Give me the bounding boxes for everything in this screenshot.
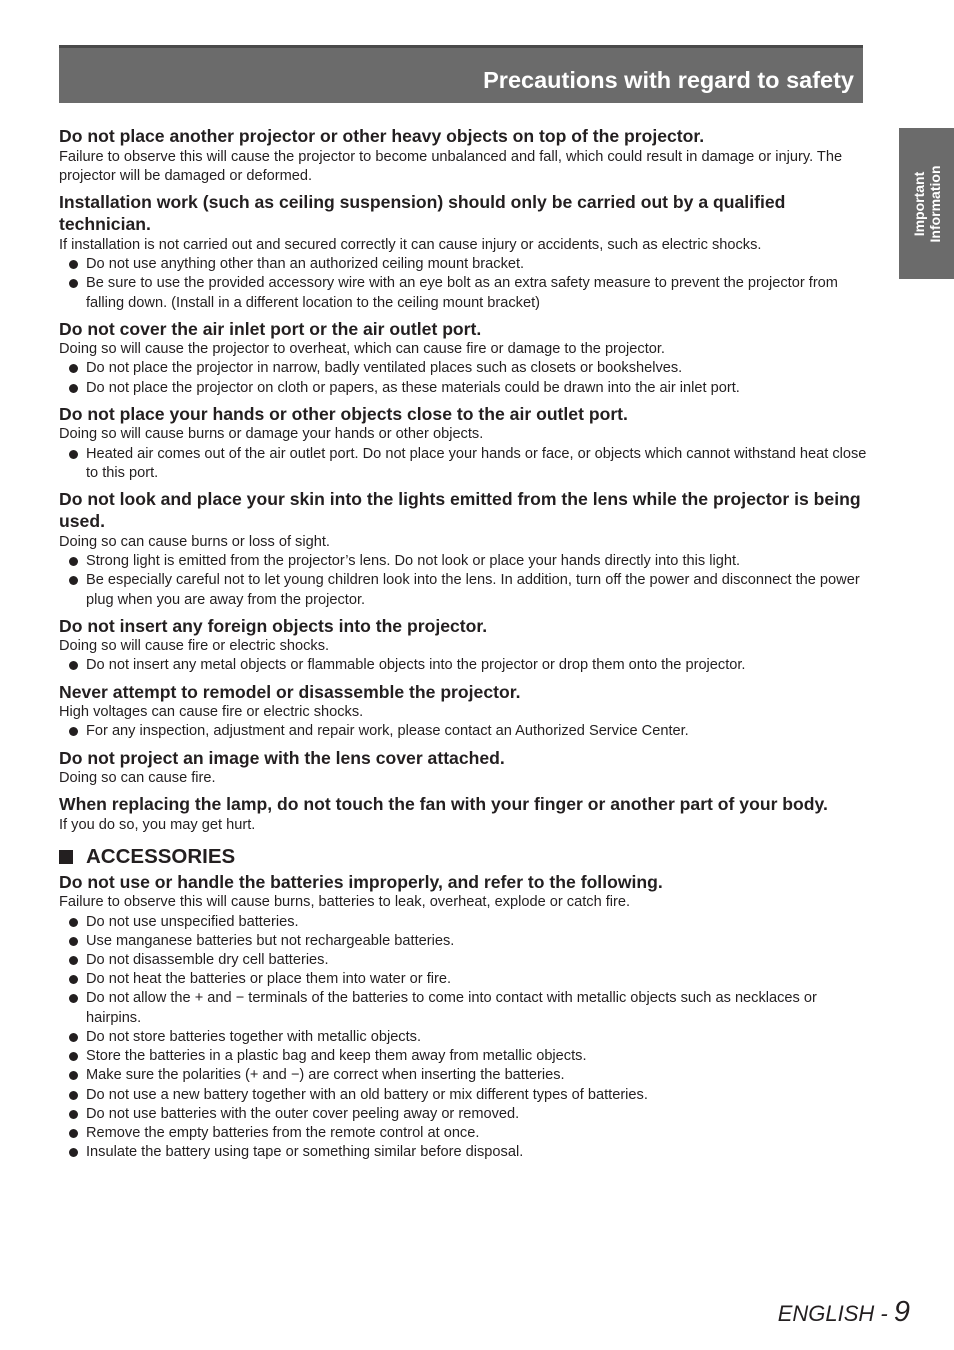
section-body: High voltages can cause fire or electric shocks. <box>59 704 364 721</box>
bullet-list <box>59 656 867 675</box>
bullet-item: Do not disassemble dry cell batteries. <box>59 951 867 970</box>
section-air-ports <box>59 318 867 398</box>
section-batteries <box>59 871 867 1162</box>
section-body: Failure to observe this will cause burns, batteries to leak, overheat, explode or catch fire. <box>59 894 631 911</box>
bullet-item: Do not place the projector in narrow, badly ventilated places such as closets or bookshelves. <box>59 359 867 378</box>
bullet-list <box>59 445 867 483</box>
bullet-item: Use manganese batteries but not rechargeable batteries. <box>59 932 867 951</box>
page-number: 9 <box>893 1296 910 1328</box>
section-heavy-objects <box>59 125 867 186</box>
main-content <box>59 125 867 1167</box>
section-body: If you do so, you may get hurt. <box>59 816 256 833</box>
square-bullet-icon <box>59 850 73 864</box>
section-heading: Do not place your hands or other objects close to the air outlet port. <box>59 403 628 424</box>
section-heading: Do not cover the air inlet port or the air outlet port. <box>59 318 482 339</box>
section-body: Doing so will cause burns or damage your hands or other objects. <box>59 426 484 443</box>
bullet-list <box>59 722 867 741</box>
footer-language: ENGLISH - <box>777 1301 894 1326</box>
section-body: Failure to observe this will cause the projector to become unbalanced and fall, which could result in damage or injury. The projector will be damaged or deformed. <box>59 148 843 184</box>
section-lens-cover <box>59 747 867 789</box>
bullet-item: For any inspection, adjustment and repair work, please contact an Authorized Service Center. <box>59 722 867 741</box>
section-heading: Do not place another projector or other heavy objects on top of the projector. <box>59 126 705 146</box>
bullet-item: Do not place the projector on cloth or papers, as these materials could be drawn into the air inlet port. <box>59 379 867 398</box>
section-heading: Never attempt to remodel or disassemble the projector. <box>59 681 521 702</box>
page-header <box>59 45 863 103</box>
section-heading: When replacing the lamp, do not touch the fan with your finger or another part of your body. <box>59 794 828 815</box>
bullet-item: Do not insert any metal objects or flammable objects into the projector or drop them onto the projector. <box>59 656 867 675</box>
bullet-item: Make sure the polarities (+ and −) are correct when inserting the batteries. <box>59 1066 867 1085</box>
section-heading: Do not look and place your skin into the lights emitted from the lens while the projector is being used. <box>59 488 861 532</box>
bullet-list <box>59 913 867 1163</box>
bullet-item: Do not allow the + and − terminals of the batteries to come into contact with metallic objects such as necklaces or hairpins. <box>59 989 867 1027</box>
section-heading: Do not use or handle the batteries improperly, and refer to the following. <box>59 871 663 892</box>
bullet-item: Do not heat the batteries or place them into water or fire. <box>59 970 867 989</box>
bullet-item: Strong light is emitted from the projector’s lens. Do not look or place your hands directly into this light. <box>59 552 867 571</box>
section-body: Doing so can cause fire. <box>59 770 216 787</box>
bullet-list <box>59 255 867 313</box>
bullet-item: Store the batteries in a plastic bag and keep them away from metallic objects. <box>59 1047 867 1066</box>
page-title: Precautions with regard to safety <box>483 67 854 93</box>
bullet-item: Do not use batteries with the outer cover peeling away or removed. <box>59 1105 867 1124</box>
bullet-item: Heated air comes out of the air outlet port. Do not place your hands or face, or objects which cannot withstand heat close to this port. <box>59 445 867 483</box>
side-tab-line-1: Important <box>910 171 927 236</box>
bullet-list <box>59 552 867 610</box>
section-remodel <box>59 681 867 742</box>
section-body: Doing so can cause burns or loss of sight. <box>59 533 330 550</box>
bullet-item: Do not use anything other than an authorized ceiling mount bracket. <box>59 255 867 274</box>
accessories-title-text: ACCESSORIES <box>86 844 236 868</box>
bullet-item: Be especially careful not to let young children look into the lens. In addition, turn off the power and disconnect the power plug when you are away from the projector. <box>59 571 867 609</box>
section-heading: Do not insert any foreign objects into the projector. <box>59 615 488 636</box>
bullet-item: Insulate the battery using tape or something similar before disposal. <box>59 1143 867 1162</box>
section-body: Doing so will cause fire or electric shocks. <box>59 638 330 655</box>
side-tab-important-information <box>899 128 954 279</box>
side-tab-line-2: Information <box>926 165 943 242</box>
section-air-outlet-hands <box>59 403 867 483</box>
bullet-item: Remove the empty batteries from the remote control at once. <box>59 1124 867 1143</box>
section-lens-light <box>59 488 867 610</box>
bullet-item: Be sure to use the provided accessory wire with an eye bolt as an extra safety measure to prevent the projector from falling down. (Install in a different location to the ceiling mount bracket) <box>59 274 867 312</box>
section-lamp-fan <box>59 793 867 835</box>
section-body: Doing so will cause the projector to overheat, which can cause fire or damage to the projector. <box>59 341 665 358</box>
section-heading: Do not project an image with the lens cover attached. <box>59 747 505 768</box>
bullet-item: Do not use unspecified batteries. <box>59 913 867 932</box>
bullet-list <box>59 359 867 397</box>
accessories-title <box>59 844 867 870</box>
section-foreign-objects <box>59 615 867 676</box>
bullet-item: Do not store batteries together with metallic objects. <box>59 1028 867 1047</box>
side-tab-label <box>911 165 943 242</box>
page-footer <box>778 1296 910 1329</box>
section-installation <box>59 191 867 313</box>
section-heading: Installation work (such as ceiling suspension) should only be carried out by a qualified technician. <box>59 191 786 235</box>
section-body: If installation is not carried out and secured correctly it can cause injury or accidents, such as electric shocks. <box>59 236 762 253</box>
bullet-item: Do not use a new battery together with an old battery or mix different types of batteries. <box>59 1086 867 1105</box>
